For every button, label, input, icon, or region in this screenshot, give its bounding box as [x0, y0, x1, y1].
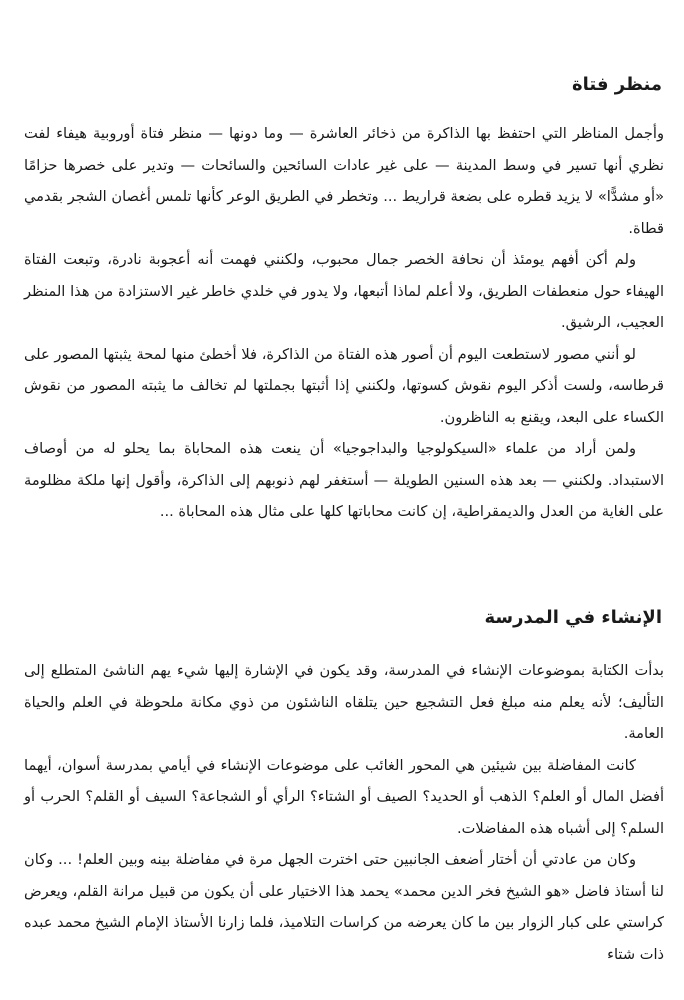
paragraph: بدأت الكتابة بموضوعات الإنشاء في المدرسة، وقد يكون في الإشارة إليها شيء يهم الناشئ المتطلع إلى التأليف؛ لأنه يعلم منه مبلغ فعل التشجيع حين يتلقاه الناشئون من ذوي مكانة ملحوظة في العلم والحياة العامة.: [24, 662, 664, 742]
paragraph: وأجمل المناظر التي احتفظ بها الذاكرة من ذخائر العاشرة — وما دونها — منظر فتاة أوروبية هيفاء لفت نظري أنها تسير في وسط المدينة — على غير عادات السائحين والسائحات — وتدير على خصرها حزامًا «أو مشدًّا» لا يزيد قطره على بضعة قراريط ... وتخطر في الطريق الوعر كأنها تلمس أغصان الشجر بقدمي قطاة.: [24, 125, 664, 237]
section-body: [24, 655, 664, 970]
paragraph: لو أنني مصور لاستطعت اليوم أن أصور هذه الفتاة من الذاكرة، فلا أخطئ منها لمحة يثبتها المصور على قرطاسه، ولست أذكر اليوم نقوش كسوتها، ولكنني إذا أثبتها بجملتها لم تخالف ما يثبته المصور من نقوش الكساء على البعد، ويقنع به الناظرون.: [24, 345, 664, 426]
section-body: [24, 118, 664, 528]
paragraph: كانت المفاضلة بين شيئين هي المحور الغائب على موضوعات الإنشاء في أيامي بمدرسة أسوان، أيهما أفضل المال أو العلم؟ الذهب أو الحديد؟ الصيف أو الشتاء؟ الرأي أو الشجاعة؟ السيف أو القلم؟ الحرب أو السلم؟ إلى أشباه هذه المفاضلات.: [24, 756, 664, 837]
paragraph: وكان من عادتي أن أختار أضعف الجانبين حتى اخترت الجهل مرة في مفاضلة بينه وبين العلم! ... وكان لنا أستاذ فاضل «هو الشيخ فخر الدين محمد» يحمد هذا الاختيار على أن يكون من قبيل مرانة القلم، ويعرض كراستي على كبار الزوار بين ما كان يعرضه من كراسات التلاميذ، فلما زارنا الأستاذ الإمام الشيخ محمد عبده ذات شتاء: [24, 851, 664, 963]
paragraph: ولمن أراد من علماء «السيكولوجيا والبداجوجيا» أن ينعت هذه المحاباة بما يحلو له من أوصاف الاستبداد. ولكنني — بعد هذه السنين الطويلة — أستغفر لهم ذنوبهم إلى الذاكرة، وأقول إنها ملكة مظلومة على الغاية من العدل والديمقراطية، إن كانت محاباتها كلها على مثال هذه المحاباة ...: [24, 440, 664, 520]
section-heading: الإنشاء في المدرسة: [484, 607, 662, 628]
section-heading: منظر فتاة: [571, 74, 662, 95]
paragraph: ولم أكن أفهم يومئذ أن نحافة الخصر جمال محبوب، ولكنني فهمت أنه أعجوبة نادرة، وتبعت الفتاة الهيفاء حول منعطفات الطريق، ولا أعلم لماذا أتبعها، ولا يدور في خلدي خاطر غير الاستزادة من هذا المنظر العجيب، الرشيق.: [24, 251, 664, 331]
